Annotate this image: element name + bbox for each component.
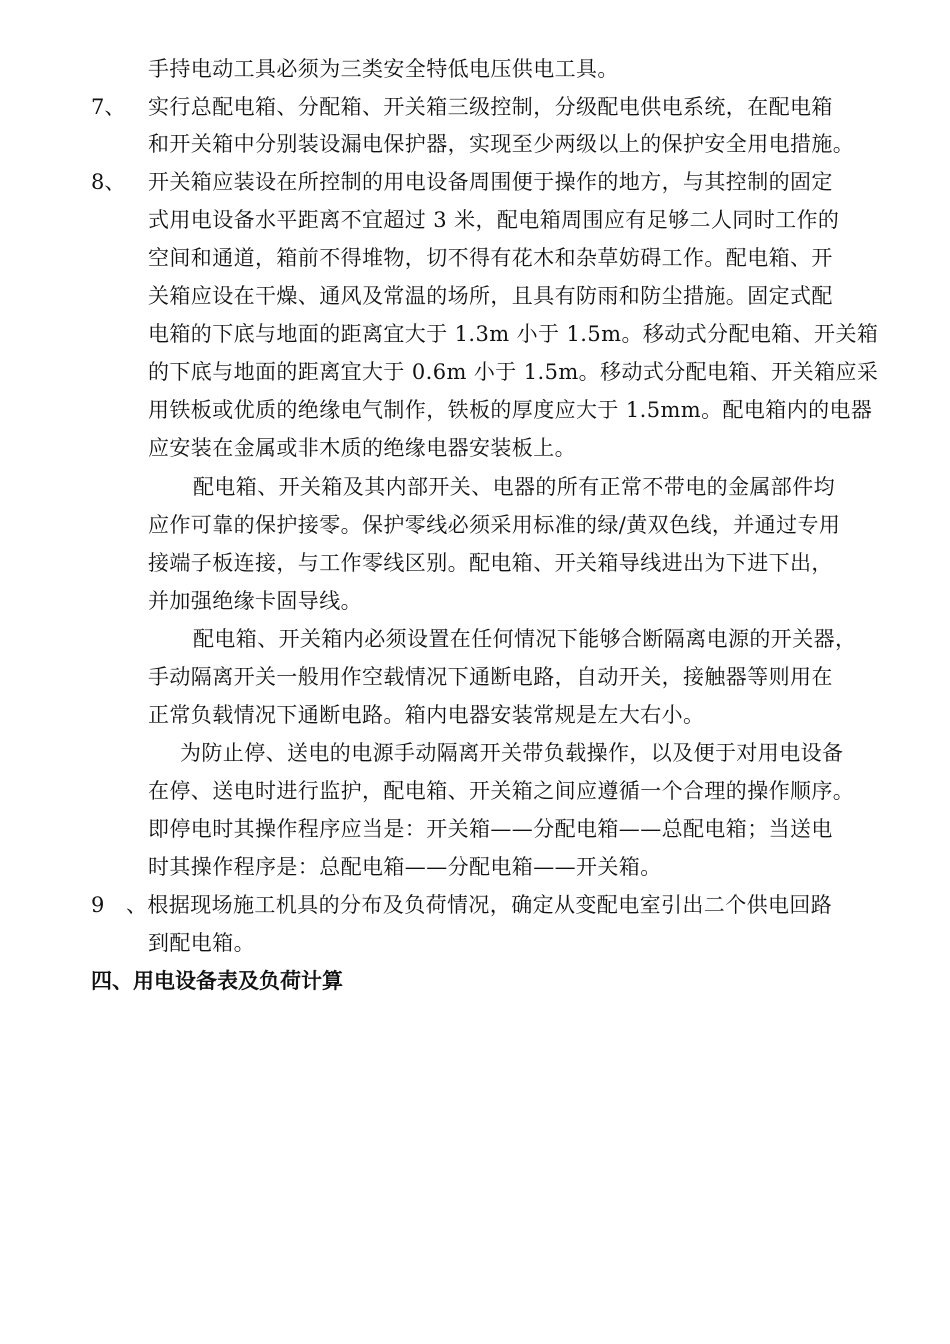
item-9-line-2: 到配电箱。 xyxy=(148,931,255,955)
item-9-line-1: 、根据现场施工机具的分布及负荷情况，确定从变配电室引出二个供电回路 xyxy=(126,893,833,917)
item-8-para2-line-4: 并加强绝缘卡固导线。 xyxy=(148,589,362,613)
item-7-number: 7、 xyxy=(91,95,126,119)
item-8-line-6: 的下底与地面的距离宜大于 0.6m 小于 1.5m。移动式分配电箱、开关箱应采 xyxy=(148,360,879,384)
item-8-line-1: 开关箱应装设在所控制的用电设备周围便于操作的地方，与其控制的固定 xyxy=(148,170,833,194)
item-7-line-2: 和开关箱中分别装设漏电保护器，实现至少两级以上的保护安全用电措施。 xyxy=(148,132,855,156)
item-8-para3-line-1: 配电箱、开关箱内必须设置在任何情况下能够合断隔离电源的开关器， xyxy=(193,627,857,651)
item-8-para4-line-4: 时其操作程序是：总配电箱——分配电箱——开关箱。 xyxy=(148,855,662,879)
item-8-para4-line-3: 即停电时其操作程序应当是：开关箱——分配电箱——总配电箱；当送电 xyxy=(148,817,833,841)
item-8-line-7: 用铁板或优质的绝缘电气制作，铁板的厚度应大于 1.5mm。配电箱内的电器 xyxy=(148,398,873,422)
item-8-para2-line-3: 接端子板连接，与工作零线区别。配电箱、开关箱导线进出为下进下出， xyxy=(148,551,833,575)
item-9-number: 9 xyxy=(91,893,105,917)
item-8-line-5: 电箱的下底与地面的距离宜大于 1.3m 小于 1.5m。移动式分配电箱、开关箱 xyxy=(148,322,879,346)
item-8-line-3: 空间和通道，箱前不得堆物，切不得有花木和杂草妨碍工作。配电箱、开 xyxy=(148,246,833,270)
intro-line: 手持电动工具必须为三类安全特低电压供电工具。 xyxy=(148,57,619,81)
item-8-number: 8、 xyxy=(91,170,126,194)
item-8-para3-line-2: 手动隔离开关一般用作空载情况下通断电路，自动开关，接触器等则用在 xyxy=(148,665,833,689)
item-8-para2-line-1: 配电箱、开关箱及其内部开关、电器的所有正常不带电的金属部件均 xyxy=(193,475,835,499)
item-7-line-1: 实行总配电箱、分配箱、开关箱三级控制，分级配电供电系统，在配电箱 xyxy=(148,95,833,119)
section-heading: 四、用电设备表及负荷计算 xyxy=(91,969,343,993)
item-8-line-4: 关箱应设在干燥、通风及常温的场所，且具有防雨和防尘措施。固定式配 xyxy=(148,284,833,308)
item-8-line-8: 应安装在金属或非木质的绝缘电器安装板上。 xyxy=(148,436,576,460)
item-8-para4-line-2: 在停、送电时进行监护，配电箱、开关箱之间应遵循一个合理的操作顺序。 xyxy=(148,779,855,803)
item-8-line-2: 式用电设备水平距离不宜超过 3 米，配电箱周围应有足够二人同时工作的 xyxy=(148,208,840,232)
item-8-para2-line-2: 应作可靠的保护接零。保护零线必须采用标准的绿/黄双色线，并通过专用 xyxy=(148,513,841,537)
item-8-para4-line-1: 为防止停、送电的电源手动隔离开关带负载操作，以及便于对用电设备 xyxy=(180,741,844,765)
item-8-para3-line-3: 正常负载情况下通断电路。箱内电器安装常规是左大右小。 xyxy=(148,703,705,727)
